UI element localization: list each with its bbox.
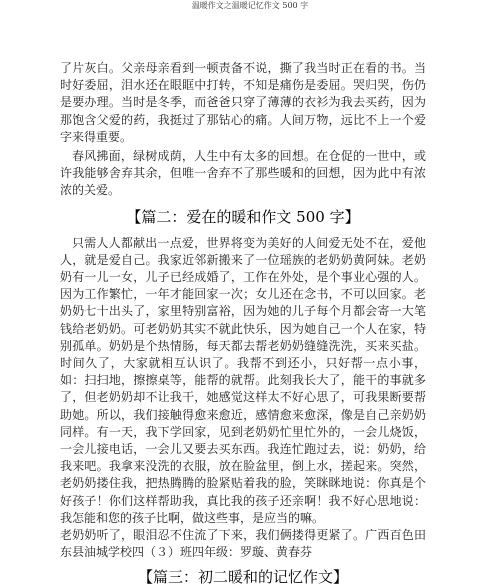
page-header: 温暖作文之温暖记忆作文 500 字	[191, 1, 309, 10]
section-heading-2: 【篇二：爱在的暖和作文 500 字】	[126, 207, 360, 226]
section-heading-3: 【篇三：初二暖和的记忆作文】	[137, 568, 348, 587]
paragraph-1: 了片灰白。父亲母亲看到一顿责备不说，撕了我当时正在看的书。当时好委屈，泪水还在眼眶中打转，不知是痛伤是委屈。哭归哭，伤仍是要办理。当时是冬季，而爸爸只穿了薄薄的衣衫为我去买药，因为那饱含父爱的药，我挺过了那钻心的痛。人间万物，远比不上一个爱字来得重要。	[60, 61, 426, 144]
article-body	[60, 60, 426, 587]
paragraph-4: 老奶奶听了，眼泪忍不住流了下来，我们俩搂得更紧了。广西百色田东县油城学校四（３）班四年级：罗璇、黄春芬	[60, 528, 426, 560]
paragraph-2: 春风拂面，绿树成荫，人生中有太多的回想。在仓促的一世中，或许我能够舍弃其余，但唯一舍弃不了那些暖和的回想，因为此中有浓浓的关爱。	[60, 149, 426, 198]
paragraph-3: 只需人人都献出一点爱，世界将变为美好的人间爱无处不在，爱他人，就是爱自己。我家近邻新搬来了一位瑶族的老奶奶黄阿妹。老奶奶有一儿一女，儿子已经成婚了，工作在外处，是个事业心强的人。因为工作繁忙，一年才能回家一次；女儿还在念书，不可以回家。老奶奶七十出头了，家里特别富裕，因为她的儿子每个月都会寄一大笔钱给老奶奶。可老奶奶其实不就此快乐，因为她自己一个人在家，特别孤单。奶奶是个热情肠，每天都去帮老奶奶缝缝洗洗，买来买盐。时间久了，大家就相互认识了。我帮不到还小，只好帮一点小事，如：扫扫地，擦擦桌等，能帮的就帮。此刻我长大了，能干的事就多了，但老奶奶却不让我干，她感觉这样太不好心思了，可我果断要帮助她。所以，我们接触得愈来愈近，感情愈来愈深，像是自己亲奶奶同样。有一天，我下学回家，见到老奶奶忙里忙外的，一会儿烧饭，一会儿接电话，一会儿又要去买东西。我连忙跑过去，说：奶奶，给我来吧。我拿来没洗的衣服，放在脸盆里，倒上水，搓起来。突然，老奶奶搂住我，把热腾腾的脸紧贴着我的脸，笑眯眯地说：你真是个好孩子！你们这样帮助我，真比我的孩子还亲啊！我不好心思地说：我怎能和您的孩子比啊，做这些事，是应当的嘛。	[60, 235, 426, 525]
